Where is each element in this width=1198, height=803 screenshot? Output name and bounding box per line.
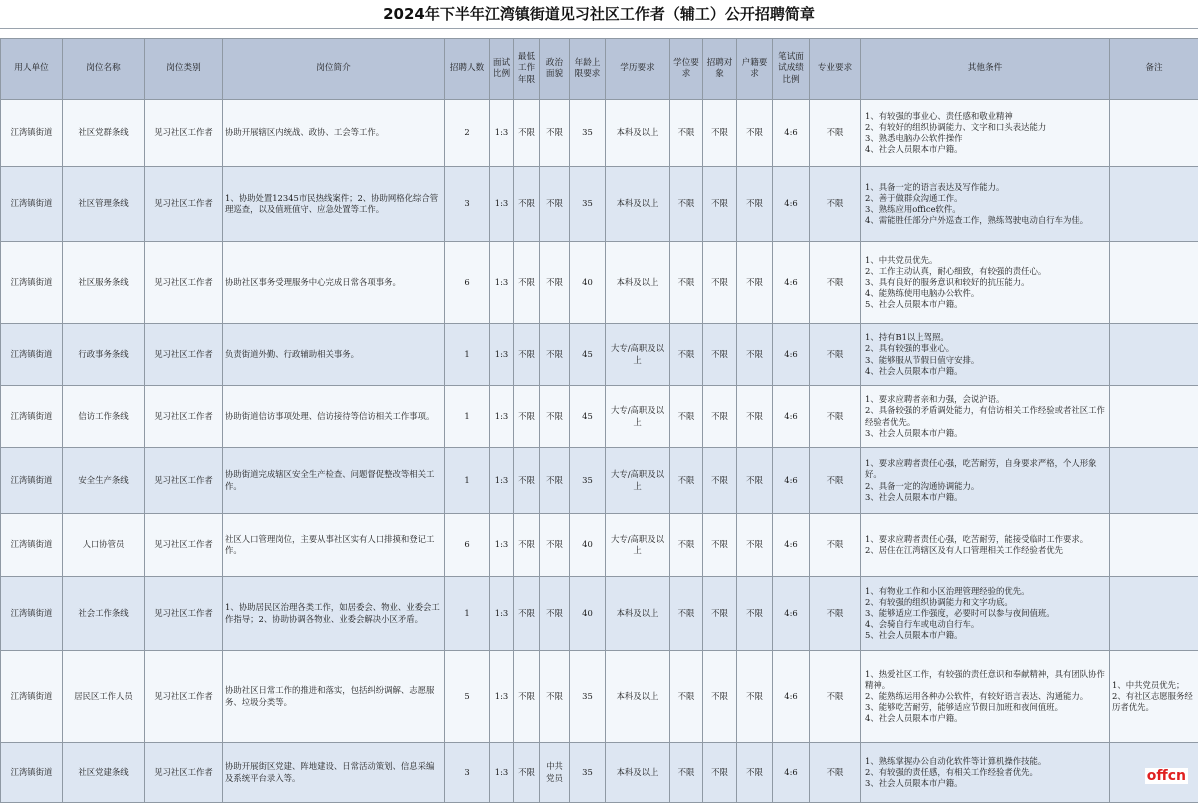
header-count: 招聘人数 <box>445 39 490 100</box>
target-cell: 不限 <box>703 651 737 743</box>
condition-line: 2、善于做群众沟通工作。 <box>865 193 1107 204</box>
position-name-cell: 社区管理条线 <box>63 167 145 242</box>
header-degree: 学位要求 <box>670 39 703 100</box>
header-score-ratio: 笔试面试成绩比例 <box>773 39 810 100</box>
condition-line: 4、能熟练使用电脑办公软件。 <box>865 288 1107 299</box>
hukou-cell: 不限 <box>737 167 773 242</box>
table-row <box>1 324 1198 386</box>
position-category-cell: 见习社区工作者 <box>145 324 223 386</box>
position-category-cell: 见习社区工作者 <box>145 167 223 242</box>
condition-line: 3、社会人员限本市户籍。 <box>865 428 1107 439</box>
score-ratio-cell: 4:6 <box>773 651 810 743</box>
condition-line: 3、具有良好的服务意识和较好的抗压能力。 <box>865 277 1107 288</box>
header-position-category: 岗位类别 <box>145 39 223 100</box>
position-name-cell: 行政事务条线 <box>63 324 145 386</box>
education-cell: 本科及以上 <box>606 242 670 324</box>
position-intro-cell: 1、协助处置12345市民热线案件；2、协助网格化综合管理巡查，以及值班值守、应急处置等工作。 <box>223 167 445 242</box>
hukou-cell: 不限 <box>737 324 773 386</box>
hukou-cell: 不限 <box>737 651 773 743</box>
unit-cell: 江湾镇街道 <box>1 100 63 167</box>
target-cell: 不限 <box>703 386 737 448</box>
header-position-name: 岗位名称 <box>63 39 145 100</box>
position-intro-cell: 协助街道信访事项处理、信访接待等信访相关工作事项。 <box>223 386 445 448</box>
politics-cell: 不限 <box>540 386 570 448</box>
hukou-cell: 不限 <box>737 386 773 448</box>
score-ratio-cell: 4:6 <box>773 386 810 448</box>
condition-line: 1、熟练掌握办公自动化软件等计算机操作技能。 <box>865 756 1107 767</box>
condition-line: 3、社会人员限本市户籍。 <box>865 492 1107 503</box>
age-limit-cell: 35 <box>570 651 606 743</box>
condition-line: 3、能够吃苦耐劳，能够适应节假日加班和夜间值班。 <box>865 702 1107 713</box>
count-cell: 1 <box>445 386 490 448</box>
degree-cell: 不限 <box>670 577 703 651</box>
score-ratio-cell: 4:6 <box>773 743 810 803</box>
unit-cell: 江湾镇街道 <box>1 577 63 651</box>
header-other-conditions: 其他条件 <box>861 39 1110 100</box>
table-row <box>1 242 1198 324</box>
header-remarks: 备注 <box>1110 39 1198 100</box>
position-name-cell: 社区党群条线 <box>63 100 145 167</box>
condition-line: 2、能熟练运用各种办公软件，有较好语言表达、沟通能力。 <box>865 691 1107 702</box>
major-cell: 不限 <box>810 651 861 743</box>
header-target: 招聘对象 <box>703 39 737 100</box>
position-category-cell: 见习社区工作者 <box>145 242 223 324</box>
hukou-cell: 不限 <box>737 448 773 514</box>
min-years-cell: 不限 <box>514 577 540 651</box>
header-politics: 政治面貌 <box>540 39 570 100</box>
remarks-cell: 1、中共党员优先；2、有社区志愿服务经历者优先。 <box>1110 651 1198 743</box>
education-cell: 本科及以上 <box>606 651 670 743</box>
header-position-intro: 岗位简介 <box>223 39 445 100</box>
header-hukou: 户籍要求 <box>737 39 773 100</box>
degree-cell: 不限 <box>670 386 703 448</box>
unit-cell: 江湾镇街道 <box>1 386 63 448</box>
other-conditions-cell <box>861 100 1110 167</box>
unit-cell: 江湾镇街道 <box>1 448 63 514</box>
position-category-cell: 见习社区工作者 <box>145 651 223 743</box>
politics-cell: 中共党员 <box>540 743 570 803</box>
age-limit-cell: 40 <box>570 514 606 577</box>
score-ratio-cell: 4:6 <box>773 448 810 514</box>
position-name-cell: 社区党建条线 <box>63 743 145 803</box>
education-cell: 本科及以上 <box>606 577 670 651</box>
unit-cell: 江湾镇街道 <box>1 514 63 577</box>
table-row <box>1 167 1198 242</box>
position-intro-cell: 社区人口管理岗位，主要从事社区实有人口排摸和登记工作。 <box>223 514 445 577</box>
degree-cell: 不限 <box>670 448 703 514</box>
degree-cell: 不限 <box>670 167 703 242</box>
min-years-cell: 不限 <box>514 743 540 803</box>
education-cell: 大专/高职及以上 <box>606 448 670 514</box>
interview-ratio-cell: 1:3 <box>490 324 514 386</box>
score-ratio-cell: 4:6 <box>773 167 810 242</box>
score-ratio-cell: 4:6 <box>773 324 810 386</box>
politics-cell: 不限 <box>540 448 570 514</box>
condition-line: 3、熟悉电脑办公软件操作 <box>865 133 1107 144</box>
count-cell: 3 <box>445 743 490 803</box>
recruitment-table <box>0 38 1198 803</box>
min-years-cell: 不限 <box>514 100 540 167</box>
position-intro-cell: 1、协助居民区治理各类工作，如居委会、物业、业委会工作指导；2、协助协调各物业、业委会解决小区矛盾。 <box>223 577 445 651</box>
remarks-cell <box>1110 577 1198 651</box>
position-category-cell: 见习社区工作者 <box>145 100 223 167</box>
score-ratio-cell: 4:6 <box>773 242 810 324</box>
min-years-cell: 不限 <box>514 324 540 386</box>
education-cell: 大专/高职及以上 <box>606 324 670 386</box>
position-name-cell: 安全生产条线 <box>63 448 145 514</box>
position-intro-cell: 协助社区日常工作的推进和落实，包括纠纷调解、志愿服务、垃圾分类等。 <box>223 651 445 743</box>
age-limit-cell: 45 <box>570 386 606 448</box>
position-intro-cell: 负责街道外勤、行政辅助相关事务。 <box>223 324 445 386</box>
major-cell: 不限 <box>810 386 861 448</box>
table-row <box>1 577 1198 651</box>
position-intro-cell: 协助社区事务受理服务中心完成日常各项事务。 <box>223 242 445 324</box>
header-min-years: 最低工作年限 <box>514 39 540 100</box>
table-row <box>1 743 1198 803</box>
condition-line: 1、有物业工作和小区治理管理经验的优先。 <box>865 586 1107 597</box>
other-conditions-cell <box>861 743 1110 803</box>
target-cell: 不限 <box>703 577 737 651</box>
age-limit-cell: 35 <box>570 167 606 242</box>
position-category-cell: 见习社区工作者 <box>145 448 223 514</box>
condition-line: 3、能够服从节假日值守安排。 <box>865 355 1107 366</box>
header-major: 专业要求 <box>810 39 861 100</box>
education-cell: 本科及以上 <box>606 100 670 167</box>
education-cell: 本科及以上 <box>606 743 670 803</box>
education-cell: 本科及以上 <box>606 167 670 242</box>
interview-ratio-cell: 1:3 <box>490 167 514 242</box>
condition-line: 2、具有较强的事业心。 <box>865 343 1107 354</box>
condition-line: 2、有较好的组织协调能力、文字和口头表达能力 <box>865 122 1107 133</box>
condition-line: 3、能够适应工作强度，必要时可以参与夜间值班。 <box>865 608 1107 619</box>
other-conditions-cell <box>861 386 1110 448</box>
condition-line: 1、要求应聘者责任心强，吃苦耐劳，能接受临时工作要求。 <box>865 534 1107 545</box>
table-row <box>1 386 1198 448</box>
age-limit-cell: 35 <box>570 100 606 167</box>
min-years-cell: 不限 <box>514 448 540 514</box>
remarks-cell <box>1110 386 1198 448</box>
condition-line: 4、社会人员限本市户籍。 <box>865 713 1107 724</box>
degree-cell: 不限 <box>670 514 703 577</box>
count-cell: 6 <box>445 514 490 577</box>
min-years-cell: 不限 <box>514 386 540 448</box>
politics-cell: 不限 <box>540 167 570 242</box>
remarks-cell <box>1110 324 1198 386</box>
age-limit-cell: 35 <box>570 743 606 803</box>
politics-cell: 不限 <box>540 514 570 577</box>
target-cell: 不限 <box>703 167 737 242</box>
condition-line: 5、社会人员限本市户籍。 <box>865 630 1107 641</box>
interview-ratio-cell: 1:3 <box>490 242 514 324</box>
position-intro-cell: 协助街道完成辖区安全生产检查、问题督促整改等相关工作。 <box>223 448 445 514</box>
table-row <box>1 514 1198 577</box>
condition-line: 2、有较强的组织协调能力和文字功底。 <box>865 597 1107 608</box>
other-conditions-cell <box>861 448 1110 514</box>
table-header-row <box>1 39 1198 100</box>
score-ratio-cell: 4:6 <box>773 577 810 651</box>
header-interview-ratio: 面试比例 <box>490 39 514 100</box>
unit-cell: 江湾镇街道 <box>1 743 63 803</box>
position-category-cell: 见习社区工作者 <box>145 386 223 448</box>
condition-line: 2、有较强的责任感，有相关工作经验者优先。 <box>865 767 1107 778</box>
position-intro-cell: 协助开展街区党建、阵地建设、日常活动策划、信息采编及系统平台录入等。 <box>223 743 445 803</box>
table-row <box>1 100 1198 167</box>
position-name-cell: 居民区工作人员 <box>63 651 145 743</box>
education-cell: 大专/高职及以上 <box>606 386 670 448</box>
condition-line: 1、持有B1以上驾照。 <box>865 332 1107 343</box>
target-cell: 不限 <box>703 514 737 577</box>
other-conditions-cell <box>861 651 1110 743</box>
min-years-cell: 不限 <box>514 514 540 577</box>
remarks-cell <box>1110 167 1198 242</box>
age-limit-cell: 35 <box>570 448 606 514</box>
interview-ratio-cell: 1:3 <box>490 743 514 803</box>
other-conditions-cell <box>861 514 1110 577</box>
score-ratio-cell: 4:6 <box>773 514 810 577</box>
major-cell: 不限 <box>810 324 861 386</box>
score-ratio-cell: 4:6 <box>773 100 810 167</box>
other-conditions-cell <box>861 242 1110 324</box>
position-category-cell: 见习社区工作者 <box>145 577 223 651</box>
condition-line: 1、要求应聘者责任心强，吃苦耐劳，自身要求严格，个人形象好。 <box>865 458 1107 480</box>
target-cell: 不限 <box>703 324 737 386</box>
major-cell: 不限 <box>810 100 861 167</box>
condition-line: 2、具备一定的沟通协调能力。 <box>865 481 1107 492</box>
condition-line: 1、热爱社区工作，有较强的责任意识和奉献精神，具有团队协作精神。 <box>865 669 1107 691</box>
min-years-cell: 不限 <box>514 242 540 324</box>
hukou-cell: 不限 <box>737 100 773 167</box>
condition-line: 4、社会人员限本市户籍。 <box>865 144 1107 155</box>
target-cell: 不限 <box>703 100 737 167</box>
count-cell: 2 <box>445 100 490 167</box>
unit-cell: 江湾镇街道 <box>1 651 63 743</box>
position-name-cell: 社会工作条线 <box>63 577 145 651</box>
condition-line: 1、有较强的事业心、责任感和敬业精神 <box>865 111 1107 122</box>
header-unit: 用人单位 <box>1 39 63 100</box>
degree-cell: 不限 <box>670 100 703 167</box>
condition-line: 5、社会人员限本市户籍。 <box>865 299 1107 310</box>
interview-ratio-cell: 1:3 <box>490 651 514 743</box>
unit-cell: 江湾镇街道 <box>1 324 63 386</box>
major-cell: 不限 <box>810 448 861 514</box>
condition-line: 4、需能胜任部分户外巡查工作，熟练驾驶电动自行车为佳。 <box>865 215 1107 226</box>
condition-line: 2、具备较强的矛盾调处能力，有信访相关工作经验或者社区工作经验者优先。 <box>865 405 1107 427</box>
major-cell: 不限 <box>810 167 861 242</box>
condition-line: 4、会骑自行车或电动自行车。 <box>865 619 1107 630</box>
hukou-cell: 不限 <box>737 743 773 803</box>
offcn-watermark-logo: offcn <box>1145 768 1188 784</box>
header-age-limit: 年龄上限要求 <box>570 39 606 100</box>
position-category-cell: 见习社区工作者 <box>145 743 223 803</box>
remarks-cell <box>1110 100 1198 167</box>
target-cell: 不限 <box>703 448 737 514</box>
interview-ratio-cell: 1:3 <box>490 386 514 448</box>
position-name-cell: 社区服务条线 <box>63 242 145 324</box>
politics-cell: 不限 <box>540 577 570 651</box>
interview-ratio-cell: 1:3 <box>490 100 514 167</box>
remarks-cell <box>1110 448 1198 514</box>
remarks-cell <box>1110 514 1198 577</box>
condition-line: 3、熟练应用office软件。 <box>865 204 1107 215</box>
politics-cell: 不限 <box>540 324 570 386</box>
min-years-cell: 不限 <box>514 651 540 743</box>
degree-cell: 不限 <box>670 324 703 386</box>
count-cell: 3 <box>445 167 490 242</box>
interview-ratio-cell: 1:3 <box>490 448 514 514</box>
condition-line: 1、要求应聘者亲和力强，会说沪语。 <box>865 394 1107 405</box>
target-cell: 不限 <box>703 743 737 803</box>
hukou-cell: 不限 <box>737 514 773 577</box>
count-cell: 1 <box>445 324 490 386</box>
count-cell: 6 <box>445 242 490 324</box>
page-title: 2024年下半年江湾镇街道见习社区工作者（辅工）公开招聘简章 <box>0 0 1198 29</box>
condition-line: 2、居住在江湾辖区及有人口管理相关工作经验者优先 <box>865 545 1107 556</box>
condition-line: 4、社会人员限本市户籍。 <box>865 366 1107 377</box>
education-cell: 大专/高职及以上 <box>606 514 670 577</box>
count-cell: 1 <box>445 577 490 651</box>
politics-cell: 不限 <box>540 651 570 743</box>
hukou-cell: 不限 <box>737 242 773 324</box>
condition-line: 2、工作主动认真，耐心细致，有较强的责任心。 <box>865 266 1107 277</box>
other-conditions-cell <box>861 167 1110 242</box>
hukou-cell: 不限 <box>737 577 773 651</box>
degree-cell: 不限 <box>670 743 703 803</box>
position-category-cell: 见习社区工作者 <box>145 514 223 577</box>
header-education: 学历要求 <box>606 39 670 100</box>
count-cell: 1 <box>445 448 490 514</box>
condition-line: 1、中共党员优先。 <box>865 255 1107 266</box>
min-years-cell: 不限 <box>514 167 540 242</box>
age-limit-cell: 45 <box>570 324 606 386</box>
other-conditions-cell <box>861 577 1110 651</box>
major-cell: 不限 <box>810 242 861 324</box>
interview-ratio-cell: 1:3 <box>490 514 514 577</box>
condition-line: 3、社会人员限本市户籍。 <box>865 778 1107 789</box>
position-name-cell: 人口协管员 <box>63 514 145 577</box>
age-limit-cell: 40 <box>570 242 606 324</box>
major-cell: 不限 <box>810 514 861 577</box>
table-row <box>1 651 1198 743</box>
table-row <box>1 448 1198 514</box>
interview-ratio-cell: 1:3 <box>490 577 514 651</box>
count-cell: 5 <box>445 651 490 743</box>
position-intro-cell: 协助开展辖区内统战、政协、工会等工作。 <box>223 100 445 167</box>
age-limit-cell: 40 <box>570 577 606 651</box>
unit-cell: 江湾镇街道 <box>1 242 63 324</box>
politics-cell: 不限 <box>540 242 570 324</box>
target-cell: 不限 <box>703 242 737 324</box>
major-cell: 不限 <box>810 577 861 651</box>
remarks-cell <box>1110 242 1198 324</box>
other-conditions-cell <box>861 324 1110 386</box>
unit-cell: 江湾镇街道 <box>1 167 63 242</box>
degree-cell: 不限 <box>670 242 703 324</box>
position-name-cell: 信访工作条线 <box>63 386 145 448</box>
condition-line: 1、具备一定的语言表达及写作能力。 <box>865 182 1107 193</box>
major-cell: 不限 <box>810 743 861 803</box>
politics-cell: 不限 <box>540 100 570 167</box>
degree-cell: 不限 <box>670 651 703 743</box>
